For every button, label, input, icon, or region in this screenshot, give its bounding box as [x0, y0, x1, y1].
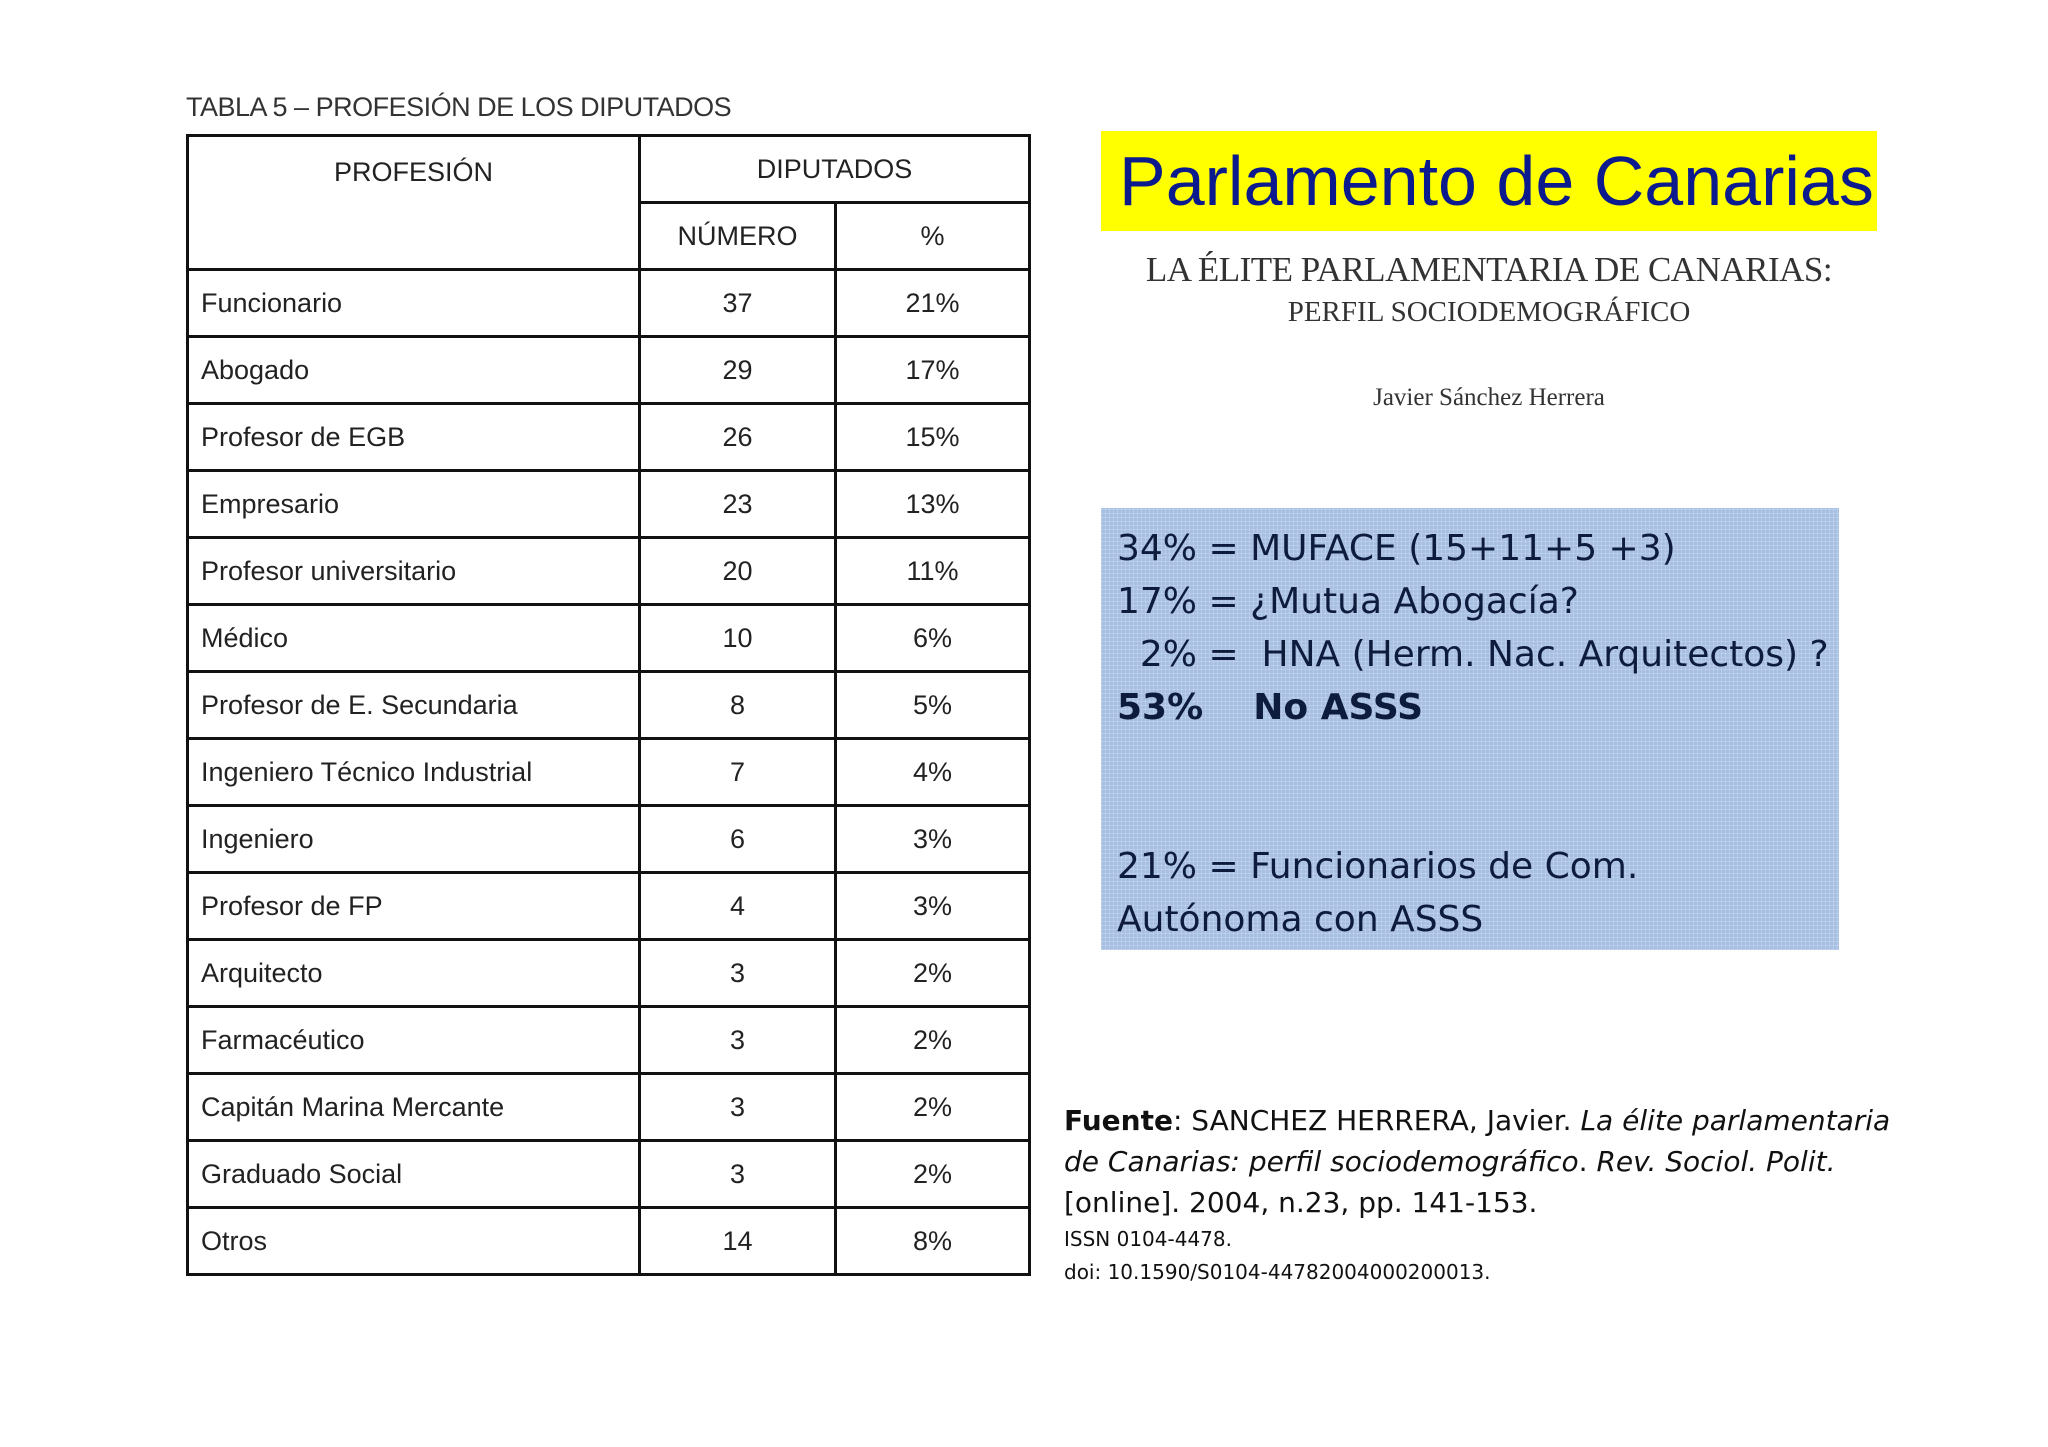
header-profesion: PROFESIÓN — [188, 136, 640, 270]
table-body — [188, 270, 1030, 1275]
cell-numero: 23 — [640, 471, 836, 538]
cell-pct: 3% — [835, 873, 1029, 940]
cell-pct: 3% — [835, 806, 1029, 873]
table-row — [188, 1007, 1030, 1074]
cell-profesion: Profesor de FP — [188, 873, 640, 940]
source-issn: ISSN 0104-4478. — [1064, 1227, 1232, 1251]
cell-pct: 11% — [835, 538, 1029, 605]
table-row — [188, 538, 1030, 605]
cell-numero: 37 — [640, 270, 836, 337]
cell-numero: 3 — [640, 940, 836, 1007]
cell-numero: 14 — [640, 1208, 836, 1275]
cell-profesion: Empresario — [188, 471, 640, 538]
note-line-funcionarios: 21% = Funcionarios de Com. — [1117, 846, 1639, 887]
table-row — [188, 672, 1030, 739]
table-row — [188, 940, 1030, 1007]
note-line-abogacia: 17% = ¿Mutua Abogacía? — [1117, 581, 1579, 622]
cell-profesion: Arquitecto — [188, 940, 640, 1007]
table-row — [188, 806, 1030, 873]
note-line-autonoma: Autónoma con ASSS — [1117, 899, 1484, 940]
source-doi: doi: 10.1590/S0104-44782004000200013. — [1064, 1260, 1491, 1284]
article-title-line1: LA ÉLITE PARLAMENTARIA DE CANARIAS: — [1145, 250, 1833, 289]
cell-pct: 2% — [835, 940, 1029, 1007]
cell-numero: 3 — [640, 1074, 836, 1141]
table-row — [188, 471, 1030, 538]
cell-profesion: Profesor de EGB — [188, 404, 640, 471]
note-box — [1101, 508, 1839, 950]
cell-pct: 15% — [835, 404, 1029, 471]
source-author: : SANCHEZ HERRERA, Javier. — [1172, 1104, 1581, 1137]
table-row — [188, 404, 1030, 471]
cell-profesion: Otros — [188, 1208, 640, 1275]
header-pct: % — [835, 203, 1029, 270]
cell-numero: 26 — [640, 404, 836, 471]
cell-pct: 4% — [835, 739, 1029, 806]
table-row — [188, 337, 1030, 404]
source-dot: . — [1578, 1145, 1597, 1178]
table-row — [188, 739, 1030, 806]
cell-pct: 8% — [835, 1208, 1029, 1275]
cell-profesion: Funcionario — [188, 270, 640, 337]
cell-pct: 17% — [835, 337, 1029, 404]
cell-pct: 2% — [835, 1141, 1029, 1208]
cell-profesion: Graduado Social — [188, 1141, 640, 1208]
cell-profesion: Farmacéutico — [188, 1007, 640, 1074]
cell-profesion: Ingeniero Técnico Industrial — [188, 739, 640, 806]
header-diputados: DIPUTADOS — [640, 136, 1030, 203]
source-title-2: de Canarias: perfil sociodemográfico — [1064, 1145, 1579, 1178]
cell-numero: 20 — [640, 538, 836, 605]
cell-pct: 6% — [835, 605, 1029, 672]
cell-numero: 3 — [640, 1007, 836, 1074]
cell-numero: 8 — [640, 672, 836, 739]
header-numero: NÚMERO — [640, 203, 836, 270]
table-row — [188, 1208, 1030, 1275]
cell-numero: 10 — [640, 605, 836, 672]
source-online: [online]. 2004, n.23, pp. 141-153. — [1064, 1186, 1538, 1219]
banner-title: Parlamento de Canarias — [1119, 142, 1874, 220]
cell-numero: 29 — [640, 337, 836, 404]
note-line-muface: 34% = MUFACE (15+11+5 +3) — [1117, 528, 1676, 569]
cell-profesion: Capitán Marina Mercante — [188, 1074, 640, 1141]
parliament-banner — [1101, 131, 1877, 231]
cell-pct: 5% — [835, 672, 1029, 739]
cell-profesion: Abogado — [188, 337, 640, 404]
article-author: Javier Sánchez Herrera — [1373, 384, 1605, 411]
cell-profesion: Ingeniero — [188, 806, 640, 873]
profession-table — [186, 134, 1031, 1276]
cell-profesion: Profesor de E. Secundaria — [188, 672, 640, 739]
table-row — [188, 1074, 1030, 1141]
cell-numero: 7 — [640, 739, 836, 806]
cell-numero: 6 — [640, 806, 836, 873]
cell-pct: 13% — [835, 471, 1029, 538]
table-caption: TABLA 5 – PROFESIÓN DE LOS DIPUTADOS — [186, 92, 732, 122]
source-title-1: La élite parlamentaria — [1580, 1104, 1891, 1137]
cell-pct: 21% — [835, 270, 1029, 337]
note-line-no-asss: 53% No ASSS — [1117, 687, 1424, 728]
table-row — [188, 873, 1030, 940]
cell-numero: 3 — [640, 1141, 836, 1208]
cell-numero: 4 — [640, 873, 836, 940]
source-label: Fuente — [1064, 1104, 1173, 1137]
table-row — [188, 605, 1030, 672]
cell-pct: 2% — [835, 1074, 1029, 1141]
cell-profesion: Profesor universitario — [188, 538, 640, 605]
table-row — [188, 1141, 1030, 1208]
article-title-line2: PERFIL SOCIODEMOGRÁFICO — [1287, 296, 1691, 328]
cell-profesion: Médico — [188, 605, 640, 672]
source-journal: Rev. Sociol. Polit. — [1596, 1145, 1836, 1178]
source-citation — [1064, 1100, 1904, 1289]
table-row — [188, 270, 1030, 337]
cell-pct: 2% — [835, 1007, 1029, 1074]
note-line-hna: 2% = HNA (Herm. Nac. Arquitectos) ? — [1117, 634, 1829, 675]
